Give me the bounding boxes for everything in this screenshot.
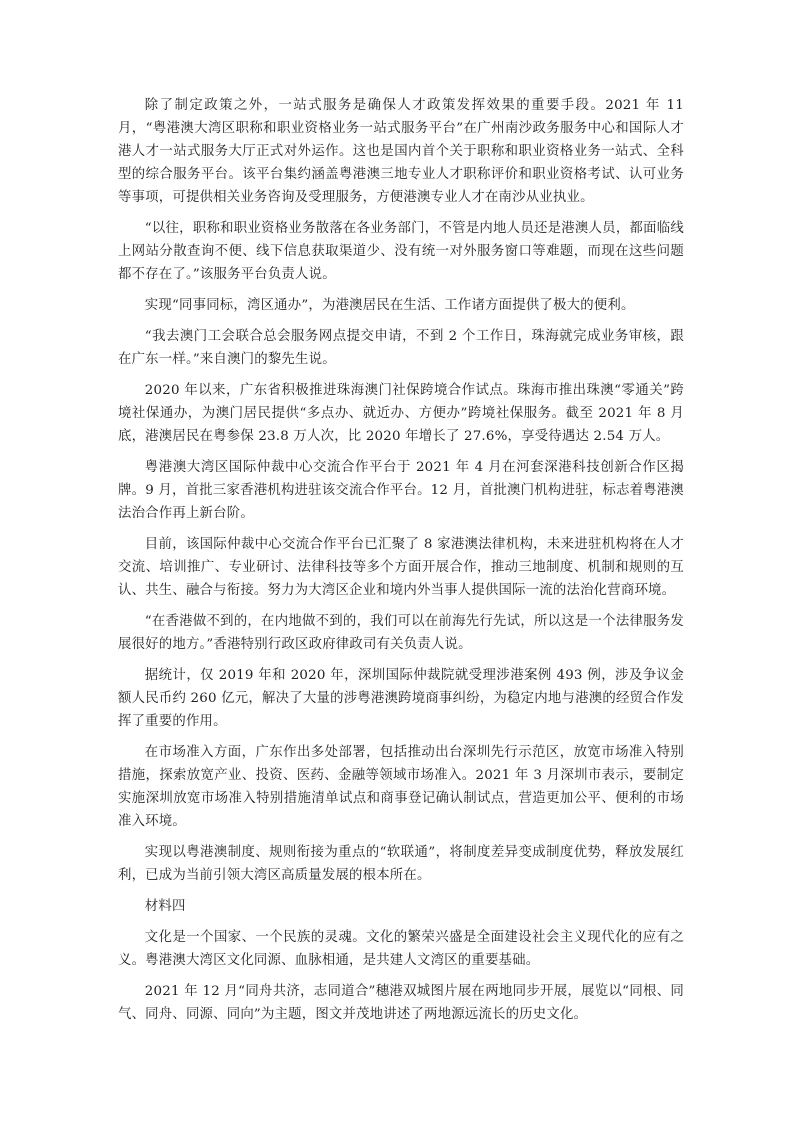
paragraph: 据统计，仅 2019 年和 2020 年，深圳国际仲裁院就受理涉港案例 493 例，涉及争议金额人民币约 260 亿元，解决了大量的涉粤港澳跨境商事纠纷，为稳定内地与港澳的经贸合作发挥了重要的作用。 — [118, 668, 684, 729]
paragraph: 2020 年以来，广东省积极推进珠海澳门社保跨境合作试点。珠海市推出珠澳“零通关”跨境社保通办，为澳门居民提供“多点办、就近办、方便办”跨境社保服务。截至 2021 年 8 月底，港澳居民在粤参保 23.8 万人次，比 2020 年增长了 27.6%，享受待遇达 2.54 万人。 — [118, 383, 684, 444]
paragraph: 实现以粤港澳制度、规则衔接为重点的“软联通”，将制度差异变成制度优势，释放发展红利，已成为当前引领大湾区高质量发展的根本所在。 — [118, 845, 684, 883]
document-body — [118, 94, 684, 1034]
section-heading: 材料四 — [144, 899, 186, 914]
paragraph: 实现“同事同标，湾区通办”，为港澳居民在生活、工作诸方面提供了极大的便利。 — [144, 298, 635, 313]
paragraph: 目前，该国际仲裁中心交流合作平台已汇聚了 8 家港澳法律机构，未来进驻机构将在人才交流、培训推广、专业研讨、法律科技等多个方面开展合作，推动三地制度、机制和规则的互认、共生、融合与衔接。努力为大湾区企业和境内外当事人提供国际一流的法治化营商环境。 — [118, 537, 684, 598]
paragraph: 2021 年 12 月“同舟共济，志同道合”穗港双城图片展在两地同步开展，展览以“同根、同气、同舟、同源、同向”为主题，图文并茂地讲述了两地源远流长的历史文化。 — [118, 984, 684, 1022]
paragraph: 在市场准入方面，广东作出多处部署，包括推动出台深圳先行示范区，放宽市场准入特别措施，探索放宽产业、投资、医药、金融等领域市场准入。2021 年 3 月深圳市表示，要制定实施深圳放宽市场准入特别措施清单试点和商事登记确认制试点，营造更加公平、便利的市场准入环境。 — [118, 745, 684, 829]
paragraph: “以往，职称和职业资格业务散落在各业务部门，不管是内地人员还是港澳人员，都面临线上网站分散查询不便、线下信息获取渠道少、没有统一对外服务窗口等难题，而现在这些问题都不存在了。”该服务平台负责人说。 — [118, 221, 684, 282]
paragraph: “在香港做不到的，在内地做不到的，我们可以在前海先行先试，所以这是一个法律服务发展很好的地方。”香港特别行政区政府律政司有关负责人说。 — [118, 614, 684, 652]
paragraph: 粤港澳大湾区国际仲裁中心交流合作平台于 2021 年 4 月在河套深港科技创新合作区揭牌。9 月，首批三家香港机构进驻该交流合作平台。12 月，首批澳门机构进驻，标志着粤港澳法治合作再上新台阶。 — [118, 460, 684, 521]
paragraph: 除了制定政策之外，一站式服务是确保人才政策发挥效果的重要手段。2021 年 11 月，“粤港澳大湾区职称和职业资格业务一站式服务平台”在广州南沙政务服务中心和国际人才港人才一站式服务大厅正式对外运作。这也是国内首个关于职称和职业资格业务一站式、全科型的综合服务平台。该平台集约涵盖粤港澳三地专业人才职称评价和职业资格考试、认可业务等事项，可提供相关业务咨询及受理服务，方便港澳专业人才在南沙从业执业。 — [118, 98, 684, 205]
paragraph: 文化是一个国家、一个民族的灵魂。文化的繁荣兴盛是全面建设社会主义现代化的应有之义。粤港澳大湾区文化同源、血脉相通，是共建人文湾区的重要基础。 — [118, 930, 684, 968]
paragraph: “我去澳门工会联合总会服务网点提交申请，不到 2 个工作日，珠海就完成业务审核，跟在广东一样。”来自澳门的黎先生说。 — [118, 329, 684, 367]
